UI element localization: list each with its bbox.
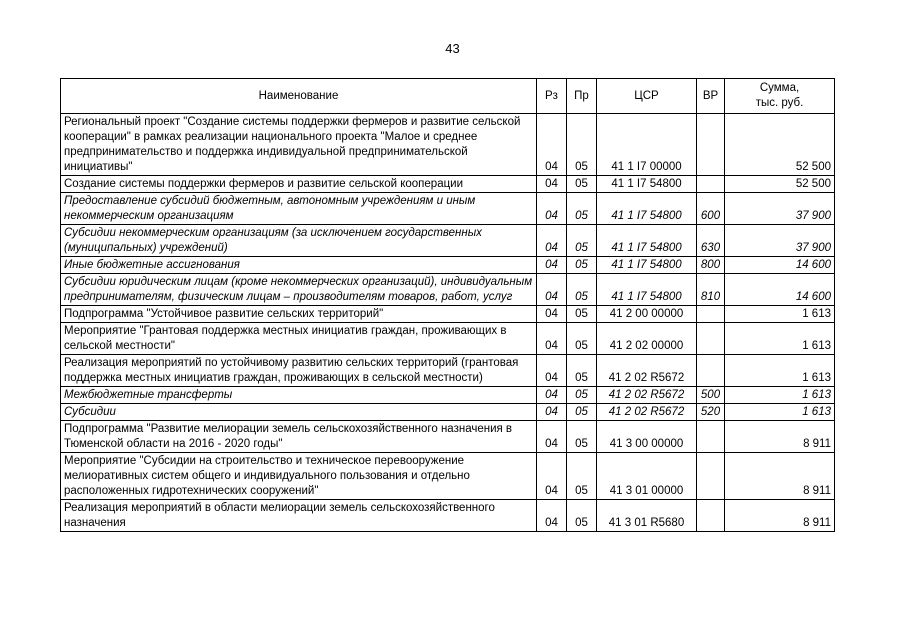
cell-csr: 41 3 01 00000: [597, 453, 697, 500]
cell-rz: 04: [537, 257, 567, 274]
cell-name: Иные бюджетные ассигнования: [61, 257, 537, 274]
cell-vr: [697, 323, 725, 355]
cell-rz: 04: [537, 274, 567, 306]
cell-vr: 520: [697, 404, 725, 421]
cell-csr: 41 2 02 00000: [597, 323, 697, 355]
cell-name: Создание системы поддержки фермеров и развитие сельской кооперации: [61, 176, 537, 193]
cell-pr: 05: [567, 176, 597, 193]
cell-sum: 52 500: [725, 114, 835, 176]
cell-csr: 41 1 I7 54800: [597, 176, 697, 193]
cell-csr: 41 2 02 R5672: [597, 404, 697, 421]
table-row: [61, 453, 835, 500]
cell-rz: 04: [537, 355, 567, 387]
cell-name: Мероприятие "Субсидии на строительство и техническое перевооружение мелиоративных систем общего и индивидуального пользования и отдельно расположенных гидротехнических сооружений": [61, 453, 537, 500]
cell-sum: 1 613: [725, 323, 835, 355]
cell-pr: 05: [567, 421, 597, 453]
cell-rz: 04: [537, 323, 567, 355]
table-row: [61, 306, 835, 323]
cell-pr: 05: [567, 114, 597, 176]
header-sum-line1: Сумма,: [759, 82, 800, 94]
cell-rz: 04: [537, 176, 567, 193]
cell-vr: [697, 453, 725, 500]
cell-rz: 04: [537, 193, 567, 225]
table-header-row: [61, 79, 835, 114]
cell-vr: [697, 176, 725, 193]
cell-sum: 1 613: [725, 306, 835, 323]
cell-sum: 14 600: [725, 257, 835, 274]
cell-sum: 1 613: [725, 355, 835, 387]
cell-vr: 600: [697, 193, 725, 225]
table-row: [61, 500, 835, 532]
cell-name: Предоставление субсидий бюджетным, автономным учреждениям и иным некоммерческим организациям: [61, 193, 537, 225]
cell-csr: 41 3 00 00000: [597, 421, 697, 453]
cell-name: Подпрограмма "Устойчивое развитие сельских территорий": [61, 306, 537, 323]
table-row: [61, 387, 835, 404]
cell-name: Реализация мероприятий в области мелиорации земель сельскохозяйственного назначения: [61, 500, 537, 532]
cell-rz: 04: [537, 225, 567, 257]
table-row: [61, 274, 835, 306]
cell-vr: 810: [697, 274, 725, 306]
cell-sum: 37 900: [725, 225, 835, 257]
table-row: [61, 421, 835, 453]
table-row: [61, 257, 835, 274]
cell-sum: 8 911: [725, 421, 835, 453]
cell-vr: 800: [697, 257, 725, 274]
cell-csr: 41 3 01 R5680: [597, 500, 697, 532]
cell-csr: 41 1 I7 00000: [597, 114, 697, 176]
header-sum: [725, 79, 835, 114]
table-row: [61, 114, 835, 176]
cell-pr: 05: [567, 323, 597, 355]
cell-sum: 52 500: [725, 176, 835, 193]
cell-name: Субсидии юридическим лицам (кроме некоммерческих организаций), индивидуальным предпринимателям, физическим лицам – производителям товаров, работ, услуг: [61, 274, 537, 306]
cell-rz: 04: [537, 404, 567, 421]
cell-name: Подпрограмма "Развитие мелиорации земель сельскохозяйственного назначения в Тюменской области на 2016 - 2020 годы": [61, 421, 537, 453]
cell-vr: [697, 355, 725, 387]
cell-name: Субсидии: [61, 404, 537, 421]
cell-vr: [697, 114, 725, 176]
cell-vr: 500: [697, 387, 725, 404]
cell-rz: 04: [537, 421, 567, 453]
cell-pr: 05: [567, 257, 597, 274]
cell-pr: 05: [567, 500, 597, 532]
header-pr: Пр: [567, 79, 597, 114]
cell-name: Субсидии некоммерческим организациям (за исключением государственных (муниципальных) учреждений): [61, 225, 537, 257]
cell-csr: 41 2 02 R5672: [597, 355, 697, 387]
budget-table: [60, 78, 835, 532]
cell-rz: 04: [537, 453, 567, 500]
cell-rz: 04: [537, 114, 567, 176]
cell-name: Региональный проект "Создание системы поддержки фермеров и развитие сельской кооперации" в рамках реализации национального проекта "Малое и среднее предпринимательство и поддержка индивидуальной предпринимательской инициативы": [61, 114, 537, 176]
header-name: Наименование: [61, 79, 537, 114]
cell-vr: [697, 500, 725, 532]
header-sum-line2: тыс. руб.: [755, 97, 804, 109]
header-csr: ЦСР: [597, 79, 697, 114]
cell-pr: 05: [567, 274, 597, 306]
cell-vr: [697, 421, 725, 453]
cell-name: Реализация мероприятий по устойчивому развитию сельских территорий (грантовая поддержка местных инициатив граждан, проживающих в сельской местности): [61, 355, 537, 387]
cell-rz: 04: [537, 387, 567, 404]
cell-rz: 04: [537, 306, 567, 323]
cell-vr: [697, 306, 725, 323]
table-row: [61, 323, 835, 355]
cell-pr: 05: [567, 387, 597, 404]
table-row: [61, 404, 835, 421]
cell-rz: 04: [537, 500, 567, 532]
cell-pr: 05: [567, 404, 597, 421]
cell-sum: 37 900: [725, 193, 835, 225]
cell-pr: 05: [567, 306, 597, 323]
cell-pr: 05: [567, 225, 597, 257]
cell-csr: 41 2 00 00000: [597, 306, 697, 323]
cell-sum: 1 613: [725, 404, 835, 421]
cell-name: Межбюджетные трансферты: [61, 387, 537, 404]
page-number: 43: [445, 41, 460, 56]
cell-sum: 8 911: [725, 500, 835, 532]
table-row: [61, 193, 835, 225]
cell-sum: 8 911: [725, 453, 835, 500]
cell-name: Мероприятие "Грантовая поддержка местных инициатив граждан, проживающих в сельской местности": [61, 323, 537, 355]
cell-pr: 05: [567, 193, 597, 225]
cell-sum: 1 613: [725, 387, 835, 404]
table-row: [61, 355, 835, 387]
cell-csr: 41 1 I7 54800: [597, 257, 697, 274]
cell-csr: 41 1 I7 54800: [597, 193, 697, 225]
cell-csr: 41 1 I7 54800: [597, 225, 697, 257]
cell-pr: 05: [567, 355, 597, 387]
header-rz: Рз: [537, 79, 567, 114]
table-row: [61, 225, 835, 257]
cell-csr: 41 2 02 R5672: [597, 387, 697, 404]
cell-pr: 05: [567, 453, 597, 500]
cell-vr: 630: [697, 225, 725, 257]
table-row: [61, 176, 835, 193]
cell-sum: 14 600: [725, 274, 835, 306]
cell-csr: 41 1 I7 54800: [597, 274, 697, 306]
header-vr: ВР: [697, 79, 725, 114]
